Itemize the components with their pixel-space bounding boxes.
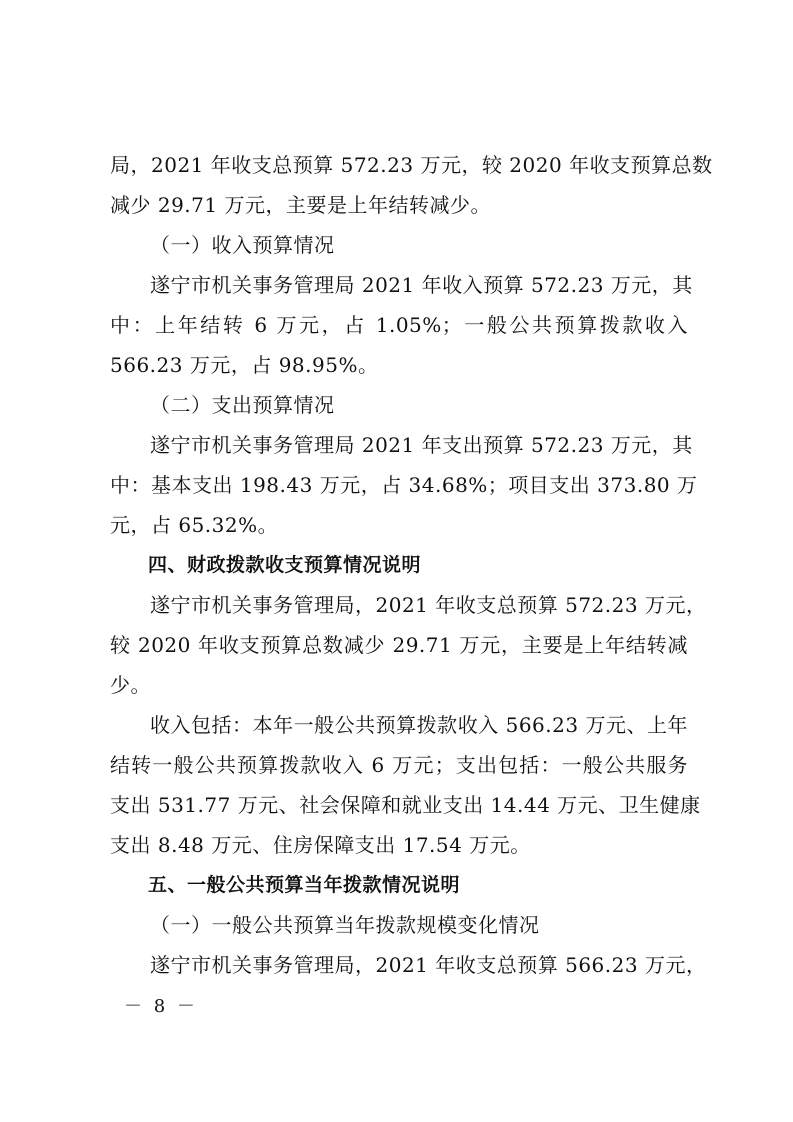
text-line: 少。 <box>110 673 151 697</box>
section-heading: 五、一般公共预算当年拨款情况说明 <box>148 874 461 896</box>
text-line: 较 2020 年收支预算总数减少 29.71 万元，主要是上年结转减 <box>110 633 688 657</box>
text-line: 收入包括：本年一般公共预算拨款收入 566.23 万元、上年 <box>150 713 688 737</box>
text-line: 局，2021 年收支总预算 572.23 万元，较 2020 年收支预算总数 <box>110 153 713 177</box>
text-line: 结转一般公共预算拨款收入 6 万元；支出包括：一般公共服务 <box>110 753 688 777</box>
text-line: 遂宁市机关事务管理局，2021 年收支总预算 566.23 万元， <box>150 953 707 977</box>
body-text <box>110 145 713 985</box>
section-subheading: （一）一般公共预算当年拨款规模变化情况 <box>150 913 540 937</box>
text-line: 中：上年结转 6 万元，占 1.05%；一般公共预算拨款收入 <box>110 313 688 337</box>
section-heading: 四、财政拨款收支预算情况说明 <box>148 554 422 576</box>
text-line: 遂宁市机关事务管理局 2021 年收入预算 572.23 万元，其 <box>150 273 693 297</box>
text-line: 566.23 万元，占 98.95%。 <box>110 353 379 377</box>
text-line: 中：基本支出 198.43 万元，占 34.68%；项目支出 373.80 万 <box>110 473 698 497</box>
section-subheading: （二）支出预算情况 <box>150 393 335 417</box>
text-line: 元，占 65.32%。 <box>110 513 279 537</box>
text-line: 遂宁市机关事务管理局 2021 年支出预算 572.23 万元，其 <box>150 433 693 457</box>
page-number: － 8 － <box>124 996 198 1017</box>
section-subheading: （一）收入预算情况 <box>150 233 335 257</box>
text-line: 支出 531.77 万元、社会保障和就业支出 14.44 万元、卫生健康 <box>110 793 701 817</box>
text-line: 支出 8.48 万元、住房保障支出 17.54 万元。 <box>110 833 531 857</box>
text-line: 遂宁市机关事务管理局，2021 年收支总预算 572.23 万元， <box>150 593 707 617</box>
text-line: 减少 29.71 万元，主要是上年结转减少。 <box>110 193 491 217</box>
